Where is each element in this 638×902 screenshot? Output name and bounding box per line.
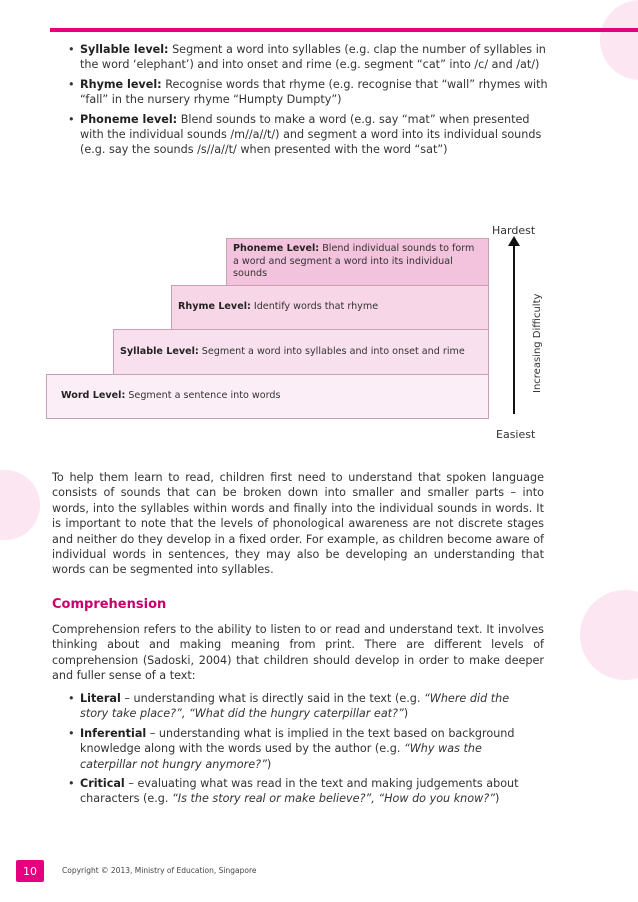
step-rhyme-level: Rhyme Level: Identify words that rhyme — [171, 285, 489, 330]
step-syllable-level: Syllable Level: Segment a word into syllables and into onset and rime — [113, 329, 489, 375]
page-number: 10 — [16, 860, 44, 882]
list-item: • Rhyme level: Recognise words that rhyme (e.g. recognise that “wall” rhymes with “fall” in the nursery rhyme “Humpty Dumpty”) — [66, 77, 554, 108]
increasing-difficulty-label: Increasing Difficulty — [532, 293, 543, 393]
copyright-notice: Copyright © 2013, Ministry of Education, Singapore — [62, 866, 257, 875]
list-item: • Critical – evaluating what was read in the text and making judgements about characters (e.g. “Is the story real or make believe?”, “How do you know?”) — [66, 776, 540, 807]
list-item: • Syllable level: Segment a word into syllables (e.g. clap the number of syllables in the word ‘elephant’) and into onset and rime (e.g. segment “cat” into /c/ and /at/) — [66, 42, 554, 73]
phonological-levels-list — [66, 42, 554, 162]
list-item: • Inferential – understanding what is implied in the text based on background knowledge along with the words used by the author (e.g. “Why was the caterpillar not hungry anymore?”) — [66, 726, 540, 772]
difficulty-axis — [513, 244, 515, 414]
list-item: • Phoneme level: Blend sounds to make a word (e.g. say “mat” when presented with the individual sounds /m//a//t/) and segment a word into its individual sounds (e.g. say the sounds /s//a//t/ when presented with the word “sat”) — [66, 112, 554, 158]
header-accent-bar — [50, 28, 638, 32]
easiest-label: Easiest — [496, 428, 536, 441]
puzzle-decoration-bottom-right — [580, 590, 638, 680]
puzzle-decoration-left — [0, 470, 40, 540]
hardest-label: Hardest — [492, 224, 536, 237]
phonological-awareness-paragraph: To help them learn to read, children first need to understand that spoken language consists of sounds that can be broken down into smaller and smaller parts – into words, into the syllables within words and finally into the individual sounds in words. It is important to note that the levels of phonological awareness are not discrete stages and neither do they develop in a fixed order. For example, as children become aware of individual words in sentences, they may also be developing an understanding that words can be segmented into syllables. — [52, 471, 544, 577]
step-word-level: Word Level: Segment a sentence into words — [46, 374, 489, 419]
step-phoneme-level: Phoneme Level: Blend individual sounds to form a word and segment a word into its individual sounds — [226, 238, 489, 286]
comprehension-paragraph: Comprehension refers to the ability to listen to or read and understand text. It involves thinking about and making meaning from print. There are different levels of comprehension (Sadoski, 2004) that children should develop in order to make deeper and fuller sense of a text: — [52, 623, 544, 683]
comprehension-heading: Comprehension — [52, 597, 167, 612]
puzzle-decoration-top-right — [600, 0, 638, 80]
list-item: • Literal – understanding what is directly said in the text (e.g. “Where did the story take place?”, “What did the hungry caterpillar eat?”) — [66, 691, 540, 722]
comprehension-levels-list — [66, 691, 540, 811]
